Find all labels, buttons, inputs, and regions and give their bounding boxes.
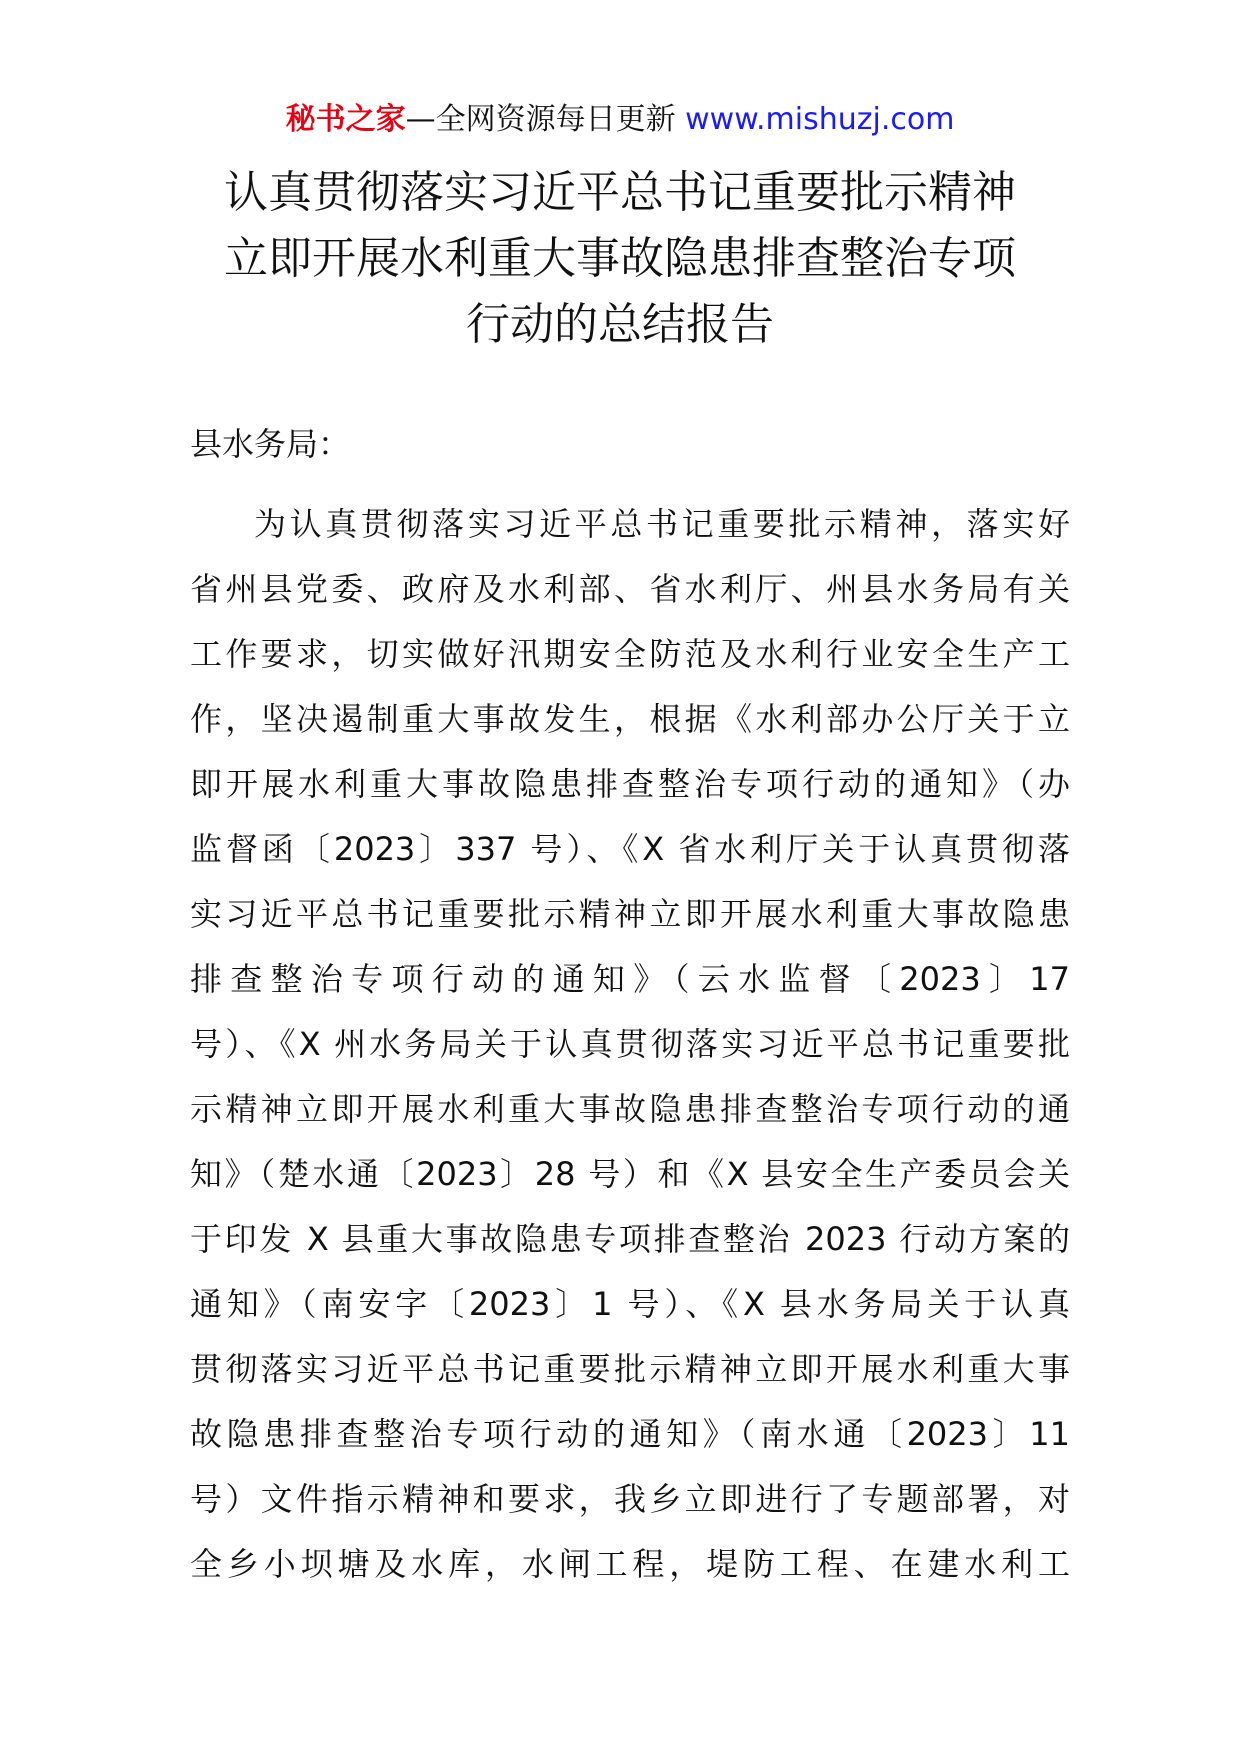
body-line: 知》（楚水通〔2023〕28 号）和《X 县安全生产委员会关 <box>190 1155 1070 1193</box>
body-line: 全乡小坝塘及水库，水闸工程，堤防工程、在建水利工 <box>190 1545 1070 1583</box>
body-line: 即开展水利重大事故隐患排查整治专项行动的通知》（办 <box>190 765 1070 803</box>
body-line: 号）、《X 州水务局关于认真贯彻落实习近平总书记重要批 <box>190 1025 1070 1063</box>
title-line: 认真贯彻落实习近平总书记重要批示精神 <box>224 167 1016 218</box>
title-line: 立即开展水利重大事故隐患排查整治专项 <box>224 233 1016 284</box>
body-line: 号）文件指示精神和要求，我乡立即进行了专题部署，对 <box>190 1480 1070 1518</box>
body-paragraph <box>190 492 1070 1597</box>
body-line: 监督函〔2023〕337 号）、《X 省水利厅关于认真贯彻落 <box>190 830 1070 868</box>
document-title <box>180 160 1060 358</box>
salutation: 县水务局： <box>190 425 351 463</box>
body-line: 省州县党委、政府及水利部、省水利厅、州县水务局有关 <box>190 570 1070 608</box>
body-line: 为认真贯彻落实习近平总书记重要批示精神，落实好 <box>254 505 1070 543</box>
brand-name: 秘书之家 <box>285 102 406 137</box>
body-line: 实习近平总书记重要批示精神立即开展水利重大事故隐患 <box>190 895 1070 933</box>
body-line: 工作要求，切实做好汛期安全防范及水利行业安全生产工 <box>190 635 1070 673</box>
body-line: 通知》（南安字〔2023〕1 号）、《X 县水务局关于认真 <box>190 1285 1070 1323</box>
body-line: 于印发 X 县重大事故隐患专项排查整治 2023 行动方案的 <box>190 1220 1070 1258</box>
site-header <box>0 100 1240 140</box>
header-slogan: —全网资源每日更新 <box>405 102 676 137</box>
body-line: 故隐患排查整治专项行动的通知》（南水通〔2023〕11 <box>190 1415 1070 1453</box>
body-line: 作，坚决遏制重大事故发生，根据《水利部办公厅关于立 <box>190 700 1070 738</box>
body-line: 贯彻落实习近平总书记重要批示精神立即开展水利重大事 <box>190 1350 1070 1388</box>
site-url-link[interactable]: www.mishuzj.com <box>685 102 955 137</box>
body-line: 排查整治专项行动的通知》（云水监督〔2023〕17 <box>190 960 1070 998</box>
body-line: 示精神立即开展水利重大事故隐患排查整治专项行动的通 <box>190 1090 1070 1128</box>
title-line: 行动的总结报告 <box>466 299 774 350</box>
